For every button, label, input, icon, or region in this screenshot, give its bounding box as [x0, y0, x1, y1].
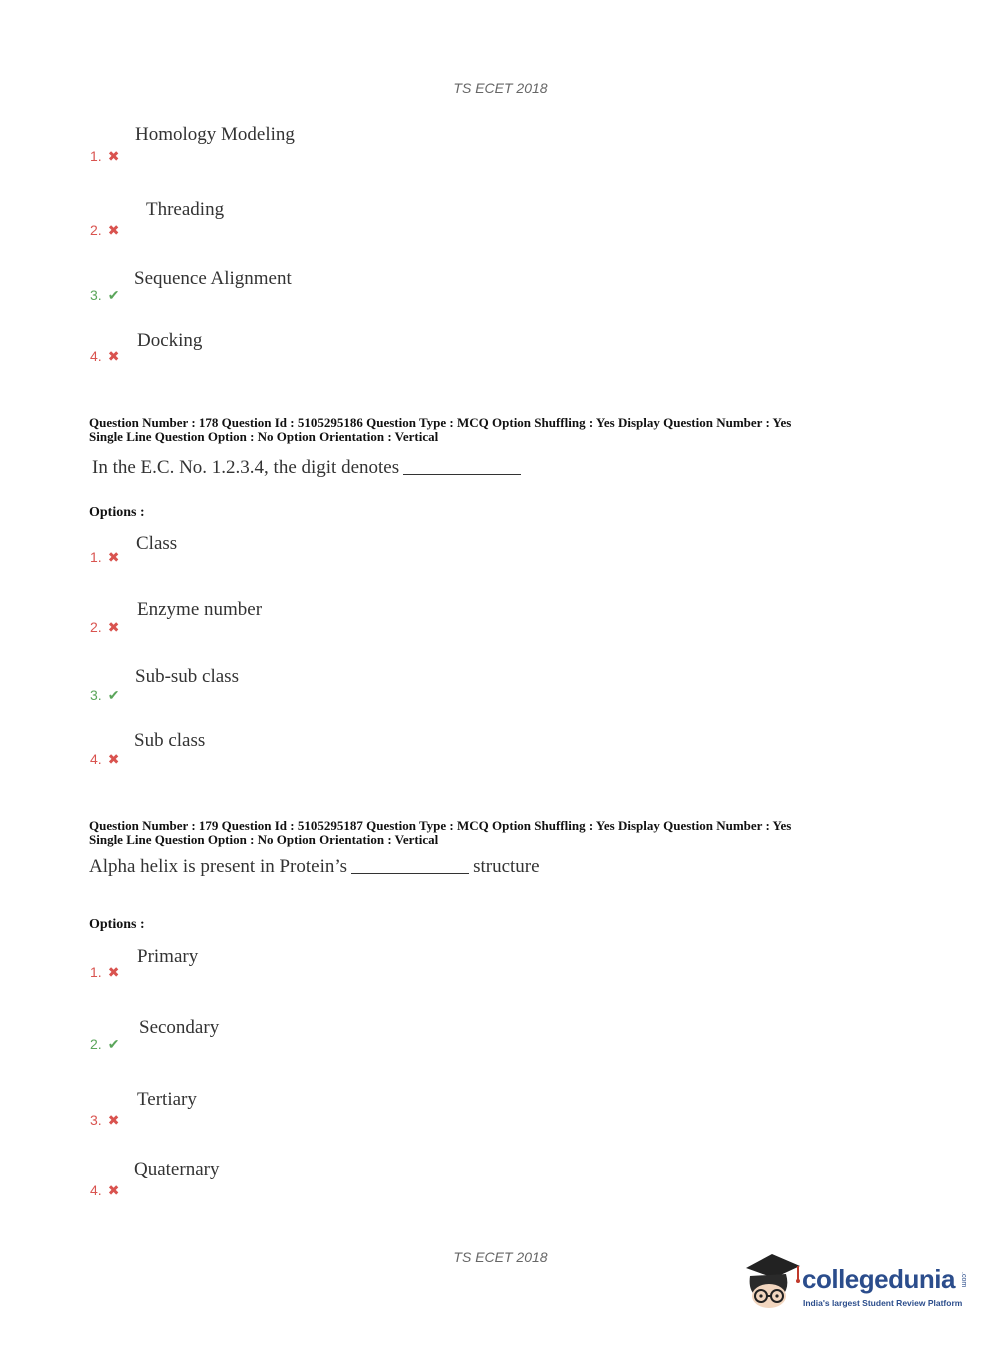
cross-icon: ✖: [107, 1111, 120, 1128]
option-text: Class: [136, 533, 178, 554]
question-meta-line: Single Line Question Option : No Option Orientation : Vertical: [89, 832, 439, 847]
option-text: Docking: [137, 330, 203, 351]
cross-icon: ✖: [107, 221, 120, 238]
option-text: Sequence Alignment: [134, 268, 292, 289]
option-number: 2. ✖: [90, 618, 120, 635]
cross-icon: ✖: [107, 1181, 120, 1198]
options-label: Options :: [89, 505, 145, 520]
option-text: Secondary: [139, 1017, 220, 1038]
answer-blank: [403, 474, 521, 475]
option-number: 3. ✔: [90, 286, 120, 303]
option-text: Homology Modeling: [135, 124, 295, 145]
option-text: Primary: [137, 946, 199, 967]
option-text: Threading: [146, 199, 225, 220]
question-meta: [89, 819, 919, 847]
option-number: 4. ✖: [90, 1181, 120, 1198]
options-label: Options :: [89, 917, 145, 932]
option-number: 1. ✖: [90, 147, 120, 164]
question-meta-line: Question Number : 179 Question Id : 5105295187 Question Type : MCQ Option Shuffling : Yes Display Question Number : Yes: [89, 818, 792, 833]
option-text: Enzyme number: [137, 599, 263, 620]
logo-wordmark: collegedunia: [802, 1264, 955, 1294]
checkmark-icon: ✔: [107, 1035, 120, 1052]
cross-icon: ✖: [107, 548, 120, 565]
question-meta-line: Single Line Question Option : No Option Orientation : Vertical: [89, 429, 439, 444]
cross-icon: ✖: [107, 618, 120, 635]
option-number: 3. ✔: [90, 686, 120, 703]
cross-icon: ✖: [107, 147, 120, 164]
page-header: TS ECET 2018: [453, 80, 548, 96]
option-text: Quaternary: [134, 1159, 220, 1180]
page-footer: TS ECET 2018: [453, 1249, 548, 1265]
collegedunia-logo: [742, 1250, 972, 1320]
question-meta: [89, 416, 919, 444]
checkmark-icon: ✔: [107, 286, 120, 303]
question-meta-line: Question Number : 178 Question Id : 5105295186 Question Type : MCQ Option Shuffling : Yes Display Question Number : Yes: [89, 415, 792, 430]
question-text: In the E.C. No. 1.2.3.4, the digit denotes: [92, 457, 525, 479]
option-text: Tertiary: [137, 1089, 197, 1110]
checkmark-icon: ✔: [107, 686, 120, 703]
mascot-icon: [742, 1250, 802, 1320]
question-text: Alpha helix is present in Protein’s structure: [89, 856, 540, 877]
option-number: 4. ✖: [90, 347, 120, 364]
cross-icon: ✖: [107, 963, 120, 980]
option-number: 1. ✖: [90, 963, 120, 980]
option-number: 2. ✖: [90, 221, 120, 238]
cross-icon: ✖: [107, 347, 120, 364]
cross-icon: ✖: [107, 750, 120, 767]
option-text: Sub class: [134, 730, 206, 751]
logo-suffix: .com: [960, 1272, 967, 1288]
option-number: 2. ✔: [90, 1035, 120, 1052]
logo-tagline: India's largest Student Review Platform: [803, 1298, 963, 1308]
option-number: 4. ✖: [90, 750, 120, 767]
option-text: Sub-sub class: [135, 666, 239, 687]
answer-blank: [351, 873, 469, 874]
option-number: 1. ✖: [90, 548, 120, 565]
option-number: 3. ✖: [90, 1111, 120, 1128]
